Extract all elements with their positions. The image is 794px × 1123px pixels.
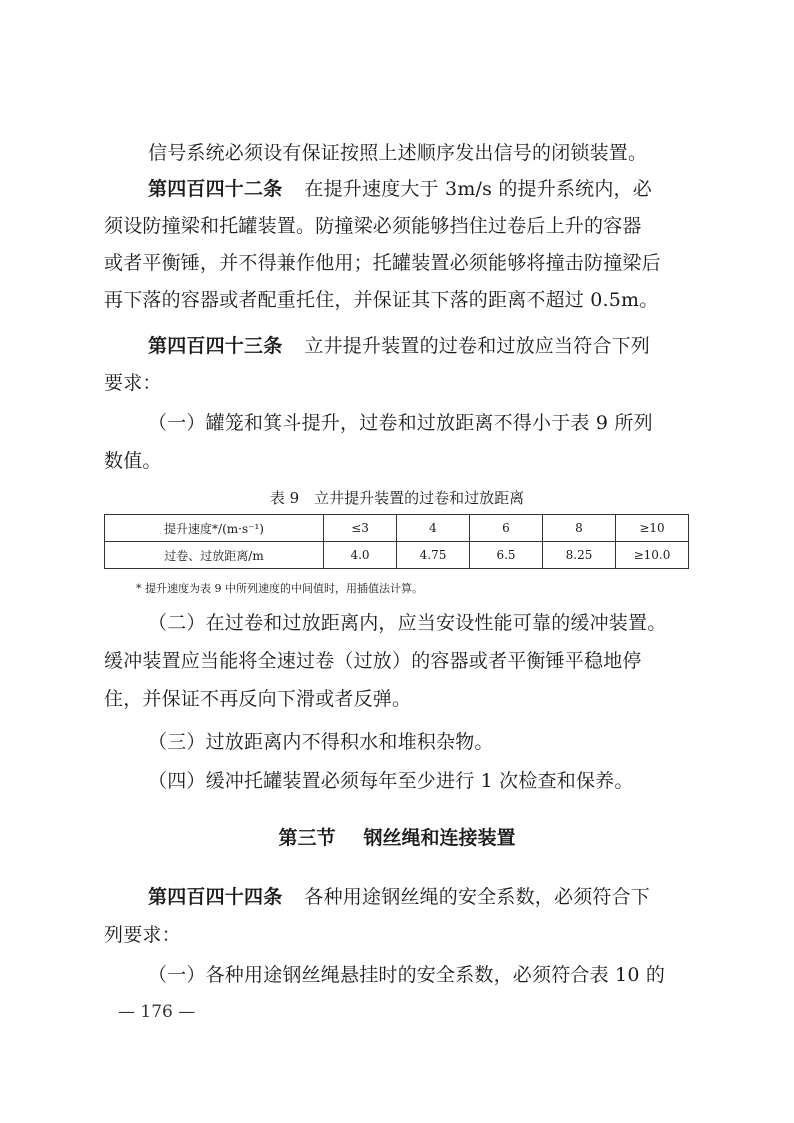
text-line: 数值。: [104, 450, 162, 472]
text-line: 各种用途钢丝绳的安全系数，必须符合下: [304, 886, 651, 908]
table-cell: ≥10: [616, 515, 689, 542]
table-cell: ≤3: [324, 515, 397, 542]
section-title: 钢丝绳和连接装置: [363, 827, 516, 849]
section-number: 第三节: [278, 827, 336, 849]
table-caption: 表 9 立井提升装置的过卷和过放距离: [269, 489, 525, 507]
text-line: 须设防撞梁和托罐装置。防撞梁必须能够挡住过卷后上升的容器: [104, 215, 642, 237]
article-443-heading: 第四百四十三条: [148, 335, 283, 357]
article-442-first-line: [148, 176, 652, 202]
text-line: （一）罐笼和箕斗提升，过卷和过放距离不得小于表 9 所列: [148, 412, 653, 434]
text-line: （一）各种用途钢丝绳悬挂时的安全系数，必须符合表 10 的: [148, 964, 666, 986]
table-header-cell: 过卷、过放距离/m: [105, 542, 324, 569]
table-footnote: * 提升速度为表 9 中所列速度的中间值时，用插值法计算。: [136, 582, 423, 595]
table-header-cell: 提升速度*/(m·s⁻¹): [105, 515, 324, 542]
article-443-first-line: [148, 333, 650, 359]
table-cell: ≥10.0: [616, 542, 689, 569]
text-line: 缓冲装置应当能将全速过卷（过放）的容器或者平衡锤平稳地停: [104, 650, 642, 672]
text-line: 信号系统必须设有保证按照上述顺序发出信号的闭锁装置。: [148, 142, 648, 164]
text-line: 立井提升装置的过卷和过放应当符合下列: [304, 335, 651, 357]
text-line: 再下落的容器或者配重托住，并保证其下落的距离不超过 0.5m。: [104, 289, 659, 311]
text-line: （四）缓冲托罐装置必须每年至少进行 1 次检查和保养。: [148, 770, 634, 792]
section-heading: [0, 823, 794, 850]
text-line: （三）过放距离内不得积水和堆积杂物。: [148, 731, 494, 753]
table-cell: 4: [397, 515, 470, 542]
distance-table: [104, 514, 689, 569]
text-line: （二）在过卷和过放距离内，应当安设性能可靠的缓冲装置。: [148, 612, 667, 634]
table-row: [105, 542, 689, 569]
text-line: 列要求：: [104, 924, 181, 946]
table-cell: 4.0: [324, 542, 397, 569]
table-cell: 8.25: [543, 542, 616, 569]
text-line: 要求：: [104, 372, 162, 394]
article-444-heading: 第四百四十四条: [148, 886, 283, 908]
table-cell: 8: [543, 515, 616, 542]
table-row: [105, 515, 689, 542]
text-line: 住，并保证不再反向下滑或者反弹。: [104, 688, 412, 710]
article-442-heading: 第四百四十二条: [148, 178, 283, 200]
table-cell: 6.5: [470, 542, 543, 569]
text-line: 或者平衡锤，并不得兼作他用；托罐装置必须能够将撞击防撞梁后: [104, 252, 661, 274]
page-number: — 176 —: [118, 1002, 196, 1022]
text-line: 在提升速度大于 3m/s 的提升系统内，必: [304, 178, 652, 200]
table-cell: 6: [470, 515, 543, 542]
table-cell: 4.75: [397, 542, 470, 569]
article-444-first-line: [148, 884, 650, 910]
